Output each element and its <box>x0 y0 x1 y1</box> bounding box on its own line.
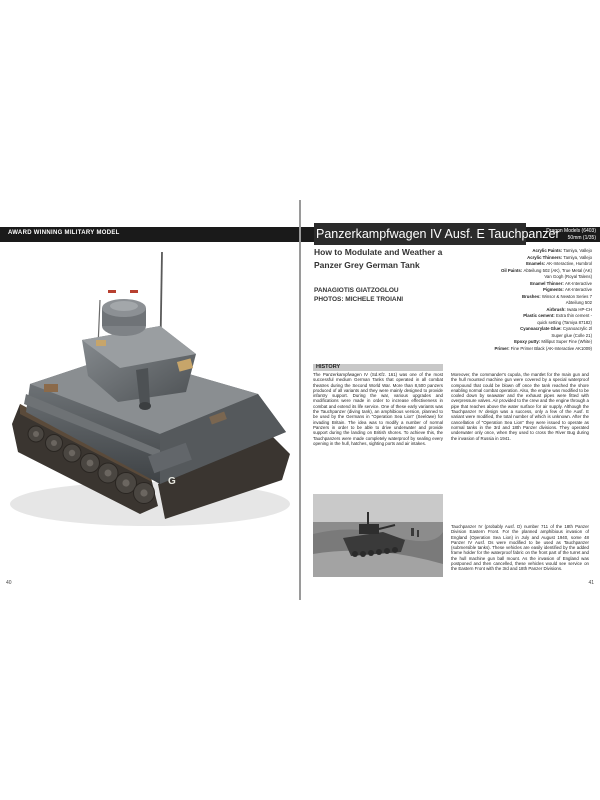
photos-credit: PHOTOS: MICHELE TROIANI <box>314 296 404 303</box>
material-value: Van Gogh (Royal Talens) <box>544 274 592 279</box>
material-key: Epoxy putty: <box>514 339 542 344</box>
history-section-bar <box>313 364 443 371</box>
material-key: Enamels: <box>526 261 547 266</box>
right-header-bar <box>301 227 600 242</box>
material-value: Cyanoacrylic 2l <box>562 326 592 331</box>
model-info <box>546 228 596 241</box>
credits <box>314 286 403 304</box>
history-heading: HISTORY <box>316 364 341 370</box>
page-title: Panzerkampfwagen IV Ausf. E Tauchpanzer <box>314 223 526 245</box>
left-page-number: 40 <box>6 580 12 586</box>
tank-model-photo <box>0 244 299 574</box>
left-page <box>0 200 299 600</box>
materials-list <box>442 248 592 352</box>
model-line-2: 50mm (1/35) <box>567 234 596 241</box>
material-value: Tamiya, Vallejo <box>563 254 592 260</box>
historical-photo-illustration <box>313 494 443 577</box>
material-key: Oil Paints: <box>501 267 524 273</box>
material-key: Airbrush: <box>546 306 567 312</box>
material-key: Acrylic Paints: <box>532 248 564 253</box>
page-gutter <box>299 200 301 600</box>
material-key: Cyanoacrylate Glue: <box>520 326 563 331</box>
svg-text:G: G <box>168 476 176 487</box>
material-value: Iwata HP-CH <box>566 306 592 312</box>
left-header-bar <box>0 227 299 242</box>
history-column-2: Moreover, the commander's cupola, the mantlet for the main gun and the hull mounted machine gun were covered by a special waterproof compound that could be blown off once the tank reached the shore enabling normal combat operation. Also, the engine was modified to be cooled down by seawater and the exhaust pipes were fitted with overpressure valves. Air provided to the crew and the engine through a pipe that reaches above the water surface for air supply. Although the Tauchpanzer IV design was a success, only a few of the Ausf. E variant were modified, the total number of which is unknown. After the cancellation of "Operation Sea Lion" they were issued to operate as normal tanks in the 3rd and 18th Panzer divisions. They operated underwater only once, when they used to cross the River Bug during the invasion of Russia in 1941. <box>451 372 589 441</box>
tank-illustration <box>0 244 299 574</box>
photo-caption: Tauchpanzer IV (probably Ausf. D) number 711 of the 18th Panzer Division Eastern Front. For the planned amphibious invasion of England (Operation Sea Lion) in July and August 1940, some 48 Panzer IV Ausf. Ds were modified to be used as Tauchpanzer (submersible tanks). These vehicles are easily identified by the added frame holder for the waterproof fabric on the front part of the turret and the hull machine gun ball mount. As the invasion of England was postponed and then cancelled, these vehicles would see service on the Eastern Front with the 3rd and 18th Panzer Divisions. <box>451 524 589 572</box>
author: PANAGIOTIS GIATZOGLOU <box>314 287 399 294</box>
material-value: Winsor & Newton Series 7 <box>541 293 592 299</box>
material-value: Milliput Super Fine (White) <box>541 339 592 344</box>
material-value: Tamiya, Vallejo <box>563 248 592 253</box>
material-value: AK-Interactive <box>565 287 592 292</box>
material-key: Primer: <box>494 345 511 351</box>
right-page-number: 41 <box>588 580 594 586</box>
right-page <box>301 200 600 600</box>
material-value: Fine Primer Black (AK-Interactive AK1009) <box>510 345 592 351</box>
material-value: quick setting (Tamiya 87182) <box>537 319 592 325</box>
material-key: Brushes: <box>522 293 542 299</box>
material-value: AK-Interactive, Humbrol <box>546 261 592 266</box>
material-value: Abteilung 502 <box>565 300 592 305</box>
material-value: Extra thin cement - <box>555 313 592 318</box>
material-value: AK-Interactive <box>565 280 592 286</box>
material-key: Enamel Thinner: <box>530 280 565 286</box>
material-key: Pigments: <box>543 287 565 292</box>
historical-tank-photo <box>313 494 443 577</box>
article-title: How to Modulate and Weather a Panzer Grey German Tank <box>314 247 443 270</box>
magazine-header: AWARD WINNING MILITARY MODEL <box>8 230 120 236</box>
history-column-1: The Panzerkampfwagen IV (Sd.Kfz. 161) was one of the most successful medium German Tanks that operated in all combat theatres during the Second World War. More than 8,500 panzers produced of all variants and they were mainly designed to provide infantry support. During the war, various upgrades and modifications were made in order to increase effectiveness in combat and extend its life service. One of these early variants was the Tauchpanzer (diving tank), an amphibious version, planned to be used by the Germans in "Operation Sea Lion" (Seelöwe) for invading Britain. The idea was to modify a number of normal Panzers in order to be able to drive underwater and provide support during the landing on British shores. To achieve this, the Tauchpanzers were made completely waterproof by sealing every opening in the hull, hatches, sighting ports and air intakes. <box>313 372 443 446</box>
material-key: Plastic cement: <box>523 313 556 318</box>
material-key: Acrylic Thinners: <box>527 254 564 260</box>
material-value: Super glue (Colle 21) <box>551 332 592 338</box>
material-value: Abteilung 502 (AK), True Metal (AK) <box>523 267 592 273</box>
model-line-1: Dragon Models (6403) <box>546 228 596 234</box>
material-row <box>442 346 592 353</box>
